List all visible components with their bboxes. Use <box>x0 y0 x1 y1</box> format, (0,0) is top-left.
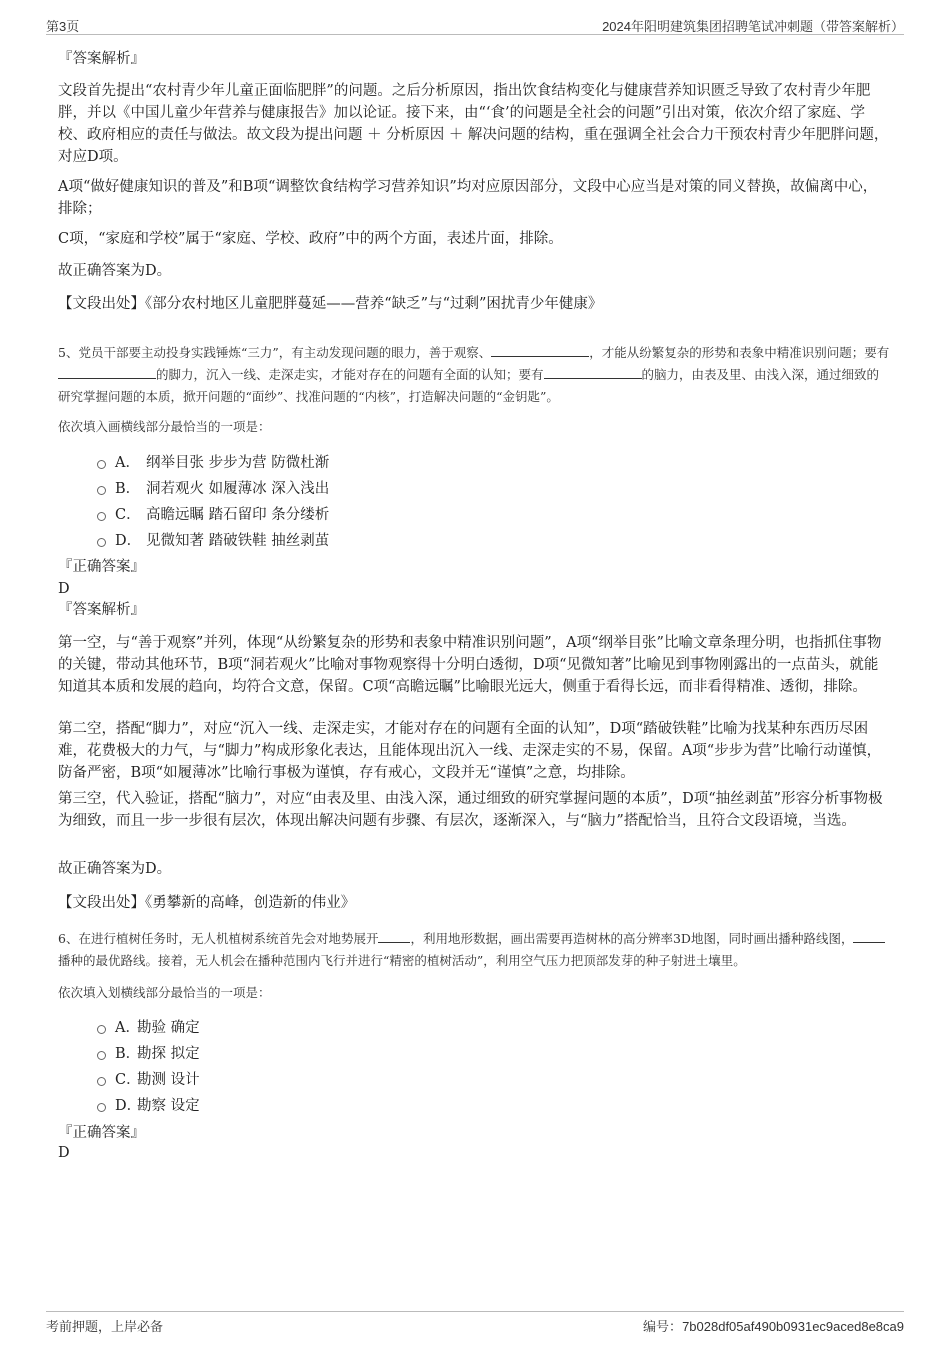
page-footer <box>46 1311 904 1334</box>
q5-source: 【文段出处】《勇攀新的高峰，创造新的伟业》 <box>58 895 356 911</box>
q4-analysis-label: 『答案解析』 <box>58 51 145 67</box>
q4-analysis-para-1: 文段首先提出“农村青少年儿童正面临肥胖”的问题。之后分析原因，指出饮食结构变化与健康营养知识匮乏导致了农村青少年肥胖，并以《中国儿童少年营养与健康报告》加以论证。接下来，由“‘食’的问题是全社会的问题”引出对策，依次介绍了家庭、学校、政府相应的责任与做法。故文段为提出问题 ＋ 分析原因 ＋ 解决问题的结构，重在强调全社会合力干预农村青少年肥胖问题，对应D项。 <box>58 83 889 165</box>
q5-conclusion: 故正确答案为D。 <box>58 861 172 877</box>
q5-blank-2 <box>58 364 156 379</box>
q6-stem-part-c: 播种的最优路线。接着，无人机会在播种范围内飞行并进行“精密的植树活动”，利用空气压力把顶部发芽的种子射进土壤里。 <box>58 953 746 968</box>
radio-icon[interactable] <box>97 1103 106 1112</box>
radio-icon[interactable] <box>97 512 106 521</box>
radio-icon[interactable] <box>97 538 106 547</box>
option-text: 勘察 设定 <box>137 1098 200 1114</box>
q5-option-c[interactable] <box>97 504 329 526</box>
q4-analysis-para-2: A项“做好健康知识的普及”和B项“调整饮食结构学习营养知识”均对应原因部分，文段中心应当是对策的同义替换，故偏离中心，排除； <box>58 179 878 217</box>
q5-blank-1 <box>491 342 589 357</box>
q5-answer: D <box>58 581 70 597</box>
q5-option-d[interactable] <box>97 530 329 552</box>
radio-icon[interactable] <box>97 1051 106 1060</box>
q6-answer-label: 『正确答案』 <box>58 1125 145 1141</box>
q6-blank-2 <box>853 928 885 943</box>
document-title: 2024年阳明建筑集团招聘笔试冲刺题（带答案解析） <box>602 19 904 34</box>
option-letter: B． <box>115 1046 141 1062</box>
q6-stem-part-b: ，利用地形数据，画出需要再造树林的高分辨率3D地图，同时画出播种路线图， <box>410 931 854 946</box>
option-letter: A． <box>115 455 140 471</box>
document-code-value: 7b028df05af490b0931ec9aced8e8ca9 <box>682 1319 904 1334</box>
q5-stem-part-d: 的脑力，由表及里、由浅入深，通过细致的研究掌握问题的本质，掀开问题的“面纱”、找准问题的“内核”，打造解决问题的“金钥匙”。 <box>58 367 880 404</box>
radio-icon[interactable] <box>97 1077 106 1086</box>
option-text: 高瞻远瞩 踏石留印 条分缕析 <box>146 507 330 523</box>
document-code <box>643 1316 904 1335</box>
q6-answer: D <box>58 1145 70 1161</box>
page-header <box>46 14 904 35</box>
q5-analysis-para-2: 第二空，搭配“脚力”，对应“沉入一线、走深走实，才能对存在的问题有全面的认知”，D项“踏破铁鞋”比喻为找某种东西历尽困难，花费极大的力气，与“脚力”构成形象化表达，且能体现出沉入一线、走深走实的不易，保留。A项“步步为营”比喻行动谨慎，防备严密，B项“如履薄冰”比喻行事极为谨慎，存有戒心，文段并无“谨慎”之意，均排除。 <box>58 721 882 781</box>
q6-option-b[interactable] <box>97 1043 200 1065</box>
q5-blank-3 <box>544 364 642 379</box>
q5-option-a[interactable] <box>97 452 329 474</box>
radio-icon[interactable] <box>97 1025 106 1034</box>
option-letter: C． <box>115 507 141 523</box>
option-text: 勘探 拟定 <box>137 1046 200 1062</box>
option-letter: D． <box>115 1098 142 1114</box>
q6-option-c[interactable] <box>97 1069 200 1091</box>
q5-instruction: 依次填入画横线部分最恰当的一项是： <box>58 419 271 434</box>
q5-analysis-para-1: 第一空，与“善于观察”并列，体现“从纷繁复杂的形势和表象中精准识别问题”，A项“纲举目张”比喻文章条理分明，也指抓住事物的关键，带动其他环节，B项“洞若观火”比喻对事物观察得十分明白透彻，D项“见微知著”比喻见到事物刚露出的一点苗头，就能知道其本质和发展的趋向，均符合文意，保留。C项“高瞻远瞩”比喻眼光远大，侧重于看得长远，而非看得精准、透彻，排除。 <box>58 635 882 695</box>
option-letter: B． <box>115 481 141 497</box>
q5-option-b[interactable] <box>97 478 329 500</box>
q4-source: 【文段出处】《部分农村地区儿童肥胖蔓延——营养“缺乏”与“过剩”困扰青少年健康》 <box>58 296 603 312</box>
option-text: 纲举目张 步步为营 防微杜渐 <box>146 455 330 471</box>
q5-stem-part-a: 5、党员干部要主动投身实践锤炼“三力”，有主动发现问题的眼力，善于观察、 <box>58 345 492 360</box>
page-number: 第3页 <box>46 19 80 34</box>
q6-option-d[interactable] <box>97 1095 200 1117</box>
footer-slogan: 考前押题，上岸必备 <box>46 1319 164 1334</box>
option-letter: A． <box>115 1020 140 1036</box>
q5-stem-part-b: ，才能从纷繁复杂的形势和表象中精准识别问题；要有 <box>589 345 890 360</box>
q5-stem-part-c: 的脚力，沉入一线、走深走实，才能对存在的问题有全面的认知；要有 <box>156 367 544 382</box>
q5-stem <box>58 342 890 408</box>
q6-option-a[interactable] <box>97 1017 200 1039</box>
q4-analysis-para-3: C项，“家庭和学校”属于“家庭、学校、政府”中的两个方面，表述片面，排除。 <box>58 231 563 247</box>
q6-stem <box>58 928 890 972</box>
q6-blank-1 <box>378 928 410 943</box>
q6-stem-part-a: 6、在进行植树任务时，无人机植树系统首先会对地势展开 <box>58 931 379 946</box>
option-letter: D． <box>115 533 142 549</box>
option-text: 洞若观火 如履薄冰 深入浅出 <box>146 481 330 497</box>
radio-icon[interactable] <box>97 460 106 469</box>
option-letter: C． <box>115 1072 141 1088</box>
q5-answer-label: 『正确答案』 <box>58 559 145 575</box>
option-text: 勘测 设计 <box>137 1072 200 1088</box>
document-code-label: 编号： <box>643 1319 683 1334</box>
option-text: 勘验 确定 <box>137 1020 200 1036</box>
radio-icon[interactable] <box>97 486 106 495</box>
q5-analysis-label: 『答案解析』 <box>58 602 145 618</box>
q4-conclusion: 故正确答案为D。 <box>58 263 172 279</box>
q5-analysis-para-3: 第三空，代入验证，搭配“脑力”，对应“由表及里、由浅入深，通过细致的研究掌握问题的本质”，D项“抽丝剥茧”形容分析事物极为细致，而且一步一步很有层次，体现出解决问题有步骤、有层次，逐渐深入，与“脑力”搭配恰当，且符合文段语境，当选。 <box>58 791 883 829</box>
option-text: 见微知著 踏破铁鞋 抽丝剥茧 <box>146 533 330 549</box>
q6-instruction: 依次填入划横线部分最恰当的一项是： <box>58 985 271 1000</box>
